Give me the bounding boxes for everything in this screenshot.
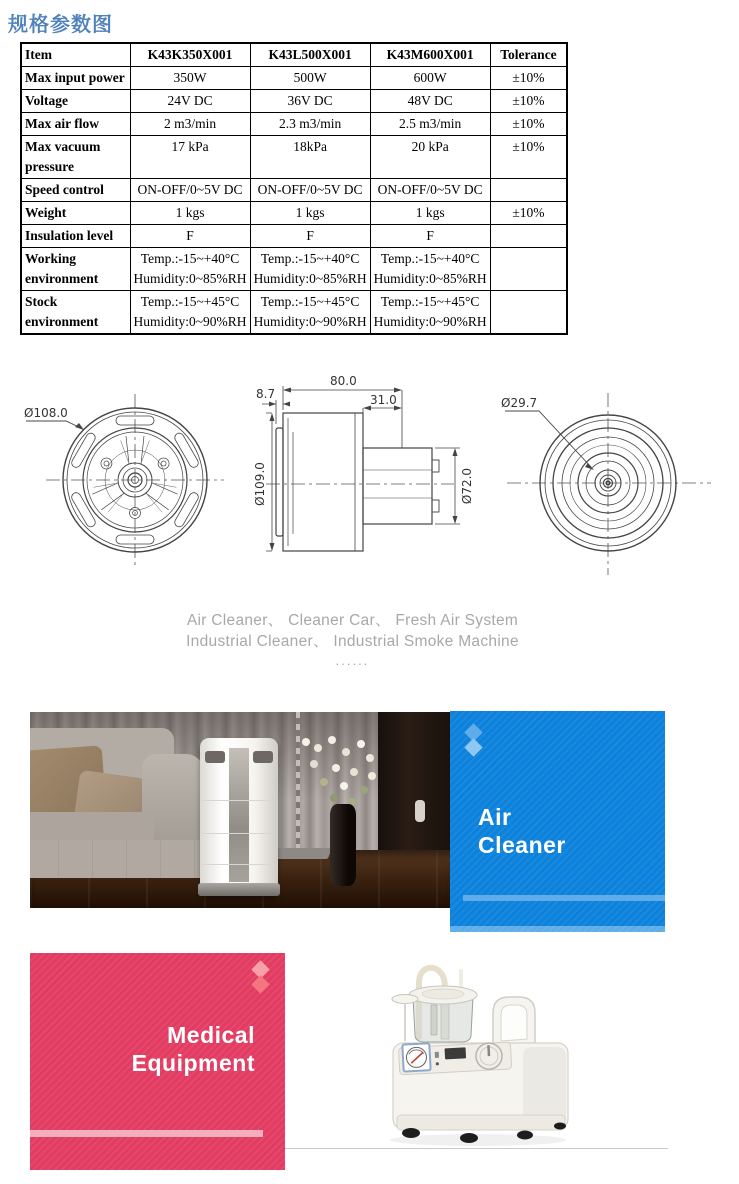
value-cell: Temp.:-15~+45°C Humidity:0~90%RH [250,291,370,335]
spec-table [20,42,568,335]
value-cell: F [130,225,250,248]
dim-label-width: 80.0 [330,374,357,388]
dim-label-rear-diameter: Ø29.7 [501,396,538,410]
card-title-line: Equipment [131,1050,255,1076]
suction-machine-illustration [373,957,593,1152]
dim-label-body-diameter: Ø109.0 [253,462,267,506]
dim-label-shaft-diameter: Ø72.0 [460,467,474,505]
page-title: 规格参数图 [8,12,113,36]
card-title-medical [132,1021,255,1077]
card-title-air [478,803,566,859]
value-cell: 1 kgs [130,202,250,225]
leader-line [505,411,591,467]
tolerance-cell [490,291,567,335]
tolerance-cell: ±10% [490,202,567,225]
lamp-chain [296,712,300,852]
card-title-line: Air [478,804,512,830]
wall-handle [415,800,425,822]
table-row [21,67,567,90]
drawing-rear-view [495,385,735,585]
table-row [21,291,567,335]
value-cell: Temp.:-15~+45°C Humidity:0~90%RH [370,291,490,335]
flower-bouquet [302,738,310,746]
card-underline-bar [30,1130,263,1137]
table-row [21,225,567,248]
air-purifier [200,738,278,896]
value-cell: ON-OFF/0~5V DC [370,179,490,202]
leader-arrow [75,423,84,430]
tolerance-cell [490,248,567,291]
purifier-seam [202,864,276,865]
table-row [21,179,567,202]
header-cell: Item [21,43,130,67]
item-cell: Speed control [21,179,130,202]
tolerance-cell [490,225,567,248]
table-row [21,248,567,291]
dim-label-flange: 8.7 [256,387,276,401]
sofa [30,728,206,878]
value-cell: Temp.:-15~+40°C Humidity:0~85%RH [370,248,490,291]
value-cell: 1 kgs [370,202,490,225]
tolerance-cell: ±10% [490,90,567,113]
medical-equipment-photo [285,953,672,1148]
value-cell: F [250,225,370,248]
header-cell: K43L500X001 [250,43,370,67]
purifier-vent-right [253,751,273,763]
medical-equipment-card [30,953,285,1170]
value-cell: Temp.:-15~+40°C Humidity:0~85%RH [250,248,370,291]
value-cell: Temp.:-15~+40°C Humidity:0~85%RH [130,248,250,291]
item-cell: Max air flow [21,113,130,136]
table-row [21,113,567,136]
value-cell: 24V DC [130,90,250,113]
table-row [21,202,567,225]
tolerance-cell: ±10% [490,136,567,179]
value-cell: Temp.:-15~+45°C Humidity:0~90%RH [130,291,250,335]
item-cell: Max vacuum pressure [21,136,130,179]
item-cell: Working environment [21,248,130,291]
applications-ellipsis: ...... [335,653,370,668]
applications-line-2: Industrial Cleaner、 Industrial Smoke Machine [186,633,519,650]
value-cell: 17 kPa [130,136,250,179]
card-underline-bar [463,895,665,901]
air-cleaner-card [450,711,665,932]
air-cleaner-photo [30,712,455,908]
value-cell: 350W [130,67,250,90]
value-cell: 18kPa [250,136,370,179]
table-row [21,136,567,179]
diamond-icon [251,975,269,993]
sofa-skirt [30,840,202,878]
header-cell: K43M600X001 [370,43,490,67]
purifier-seam [202,800,276,801]
card-title-line: Medical [167,1022,255,1048]
value-cell: 600W [370,67,490,90]
tolerance-cell: ±10% [490,67,567,90]
dimension-lines [262,386,460,551]
value-cell: 2.5 m3/min [370,113,490,136]
tolerance-cell: ±10% [490,113,567,136]
dim-label-front-diameter: Ø108.0 [24,406,68,420]
diamond-icon [464,738,482,756]
item-cell: Max input power [21,67,130,90]
purifier-seam [202,833,276,834]
purifier-vent-left [205,751,225,763]
value-cell: 36V DC [250,90,370,113]
value-cell: 2.3 m3/min [250,113,370,136]
item-cell: Weight [21,202,130,225]
applications-line-1: Air Cleaner、 Cleaner Car、 Fresh Air System [186,612,519,629]
item-cell: Stock environment [21,291,130,335]
item-cell: Voltage [21,90,130,113]
value-cell: 20 kPa [370,136,490,179]
black-vase [330,804,356,886]
tolerance-cell [490,179,567,202]
drawing-front-view [18,392,248,574]
value-cell: ON-OFF/0~5V DC [130,179,250,202]
value-cell: F [370,225,490,248]
card-bottom-strip [450,926,665,932]
header-cell: K43K350X001 [130,43,250,67]
centerline [46,394,224,568]
value-cell: 500W [250,67,370,90]
value-cell: 2 m3/min [130,113,250,136]
spec-table-body [21,67,567,335]
card-title-line: Cleaner [478,832,566,858]
dim-label-shaft: 31.0 [370,393,397,407]
drawing-side-view [252,372,482,574]
leader-arrow [585,463,594,470]
purifier-center-strip [229,748,249,882]
table-header-row [21,43,567,67]
separator-line [285,1148,668,1149]
lamp-stand [274,848,332,859]
item-cell: Insulation level [21,225,130,248]
value-cell: 1 kgs [250,202,370,225]
header-cell: Tolerance [490,43,567,67]
purifier-base [198,883,280,896]
applications-text [0,610,705,670]
value-cell: ON-OFF/0~5V DC [250,179,370,202]
value-cell: 48V DC [370,90,490,113]
leader-line [26,421,81,428]
table-row [21,90,567,113]
